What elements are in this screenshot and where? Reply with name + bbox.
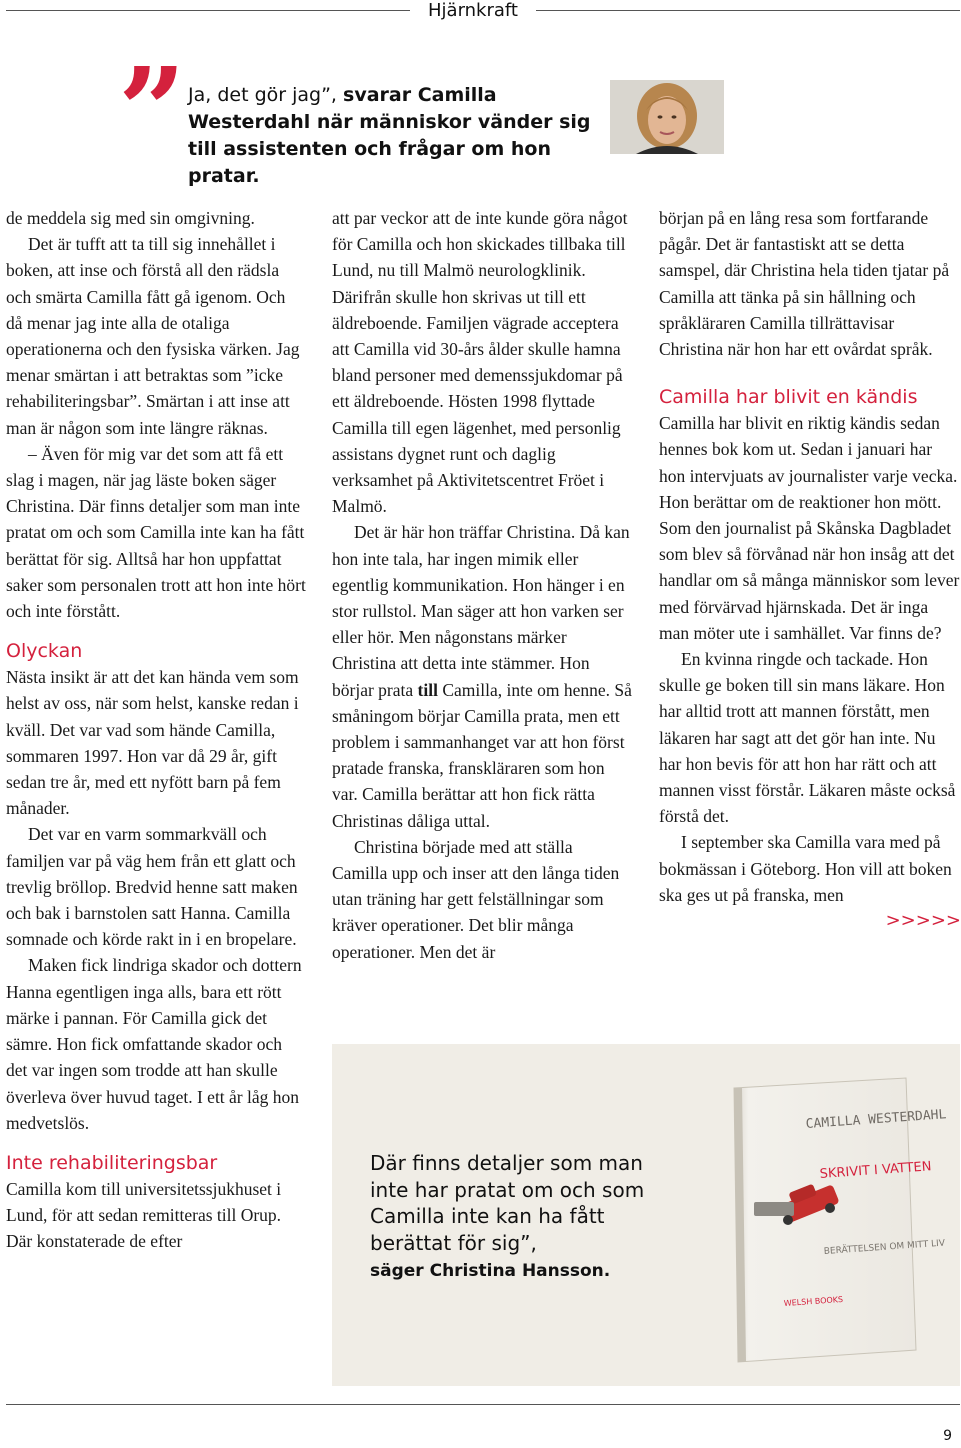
pull-quote — [188, 82, 608, 190]
book-subtitle: BERÄTTELSEN OM MITT LIV — [823, 1238, 946, 1257]
box-quote-signature: säger Christina Hansson. — [370, 1261, 611, 1281]
paragraph: – Även för mig var det som att få ett slag i magen, när jag läste boken säger Christina. Där finns detaljer som man inte pratat om och som Camilla inte kan ha fått berättat för sig. Alltså har hon uppfattat saker som personalen trott att hon inte hört och inte förstått. — [6, 443, 306, 622]
subheading: Camilla har blivit en kändis — [659, 386, 918, 409]
subheading: Inte rehabiliteringsbar — [6, 1151, 218, 1174]
section-title: Hjärnkraft — [428, 0, 518, 21]
paragraph: de meddela sig med sin omgivning. — [6, 208, 255, 228]
box-quote — [370, 1150, 650, 1285]
footer-rule — [6, 1404, 960, 1405]
header-rule-right — [536, 10, 960, 11]
emphasis: till — [417, 679, 438, 700]
page-number: 9 — [943, 1428, 952, 1444]
paragraph: En kvinna ringde och tackade. Hon skulle ge boken till sin mans läkare. Hon har alltid trott att mannen förstått, men läkaren har sagt att det gör han inte. Nu har hon bevis för att hon har rätt och att mannen visst förstår. Läkaren måste också förstå det. — [659, 649, 956, 827]
paragraph-text: Camilla, inte om henne. Så småningom börjar Camilla prata, men ett problem i sammanhanget var att hon först pratade franska, franskläraren som hon var. Camilla berättar att hon fick rätta Christinas dåliga uttal. — [332, 679, 632, 831]
paragraph: Nästa insikt är att det kan hända vem som helst av oss, när som helst, kanske redan i kväll. Det var vad som hände Camilla, sommaren 1997. Hon var då 29 år, gift sedan tre år, med ett nyfött barn på fem månader. — [6, 667, 299, 819]
book-title: SKRIVIT I VATTEN — [819, 1159, 932, 1182]
paragraph: Christina började med att ställa Camilla upp och inser att den långa tiden utan träning har gett felställningar som kräver operationer. Det blir många operationer. Men det är — [332, 836, 620, 962]
paragraph — [332, 519, 632, 833]
book-author: CAMILLA WESTERDAHL — [805, 1107, 947, 1132]
paragraph: början på en lång resa som fortfarande pågår. Det är fantastiskt att se detta samspel, där Christina hela tiden tjatar på Camilla att tänka på sin hållning och språkläraren Camilla tillrättavisar Christina när hon har ett ovårdat språk. — [659, 208, 950, 360]
paragraph: att par veckor att de inte kunde göra något för Camilla och hon skickades tillbaka till Lund, nu till Malmö neurologklinik. Därifrån skulle hon skrivas ut till ett äldreboende. Familjen vägrade acceptera att Camilla vid 30-års ålder skulle hamna bland personer med demenssjukdomar på ett äldreboende. Hösten 1998 flyttade Camilla till egen lägenhet, med personlig assistans dygnet runt och daglig verksamhet på Aktivitetscentret Fröet i Malmö. — [332, 208, 628, 517]
subheading: Olyckan — [6, 640, 83, 663]
continue-arrows: >>>>> — [885, 910, 961, 932]
column-2 — [332, 205, 632, 965]
pull-quote-text: Ja, det gör jag”, — [188, 84, 337, 106]
portrait-photo — [610, 80, 724, 154]
header-rule-left — [6, 10, 410, 11]
box-quote-text: Där finns detaljer som man inte har pratat om och som Camilla inte kan ha fått berättat för sig”, — [370, 1151, 645, 1255]
column-3 — [659, 205, 961, 934]
quote-mark-icon: ” — [118, 41, 186, 180]
paragraph: Det är tufft att ta till sig innehållet i boken, att inse och förstå all den rädsla och smärta Camilla fått gå igenom. Och då menar jag inte alla de otaliga operationerna och den fysiska värken. Jag menar smärtan i att betraktas som ”icke rehabiliteringsbar”. Smärtan i att inse att man är någon som inte längre räknas. — [6, 234, 300, 438]
book-cover-image — [724, 1074, 947, 1364]
pull-quote-attribution: svarar Camilla Westerdahl när människor vänder sig till assistenten och frågar om hon pratar. — [188, 84, 591, 187]
paragraph-text: Det är här hon träffar Christina. Då kan hon inte tala, har ingen mimik eller egentlig kommunikation. Hon hänger i en stor rullstol. Man säger att hon varken ser eller hör. Men någonstans märker Christina att detta inte stämmer. Hon börjar prata — [332, 522, 630, 700]
paragraph: Camilla har blivit en riktig kändis sedan hennes bok kom ut. Sedan i januari har hon intervjuats av journalister varje vecka. Hon berättar om de reaktioner hon mött. Som den journalist på Skånska Dagbladet som blev så förvånad när hon insåg att det handlar om så många människor som lever med förvärvad hjärnskada. Det är inga man möter ute i samhället. Var finns de? — [659, 413, 960, 643]
paragraph: Det var en varm sommarkväll och familjen var på väg hem från ett glatt och trevlig bröllop. Bredvid henne satt maken och bak i barnstolen satt Hanna. Camilla somnade och körde rakt in i en bropelare. — [6, 824, 298, 950]
paragraph: I september ska Camilla vara med på bokmässan i Göteborg. Hon vill att boken ska ges ut på franska, men — [659, 832, 952, 905]
column-1 — [6, 205, 306, 1255]
book-publisher: WELSH BOOKS — [783, 1294, 844, 1308]
paragraph: Camilla kom till universitetssjukhuset i Lund, för att sedan remitteras till Orup. Där konstaterade de efter — [6, 1178, 282, 1252]
paragraph: Maken fick lindriga skador och dottern Hanna egentligen inga alls, bara ett rött märke i pannan. För Camilla gick det sämre. Hon fick omfattande skador och det var ingen som trodde att han skulle överleva över huvud taget. I ett år låg hon medvetslös. — [6, 955, 302, 1133]
